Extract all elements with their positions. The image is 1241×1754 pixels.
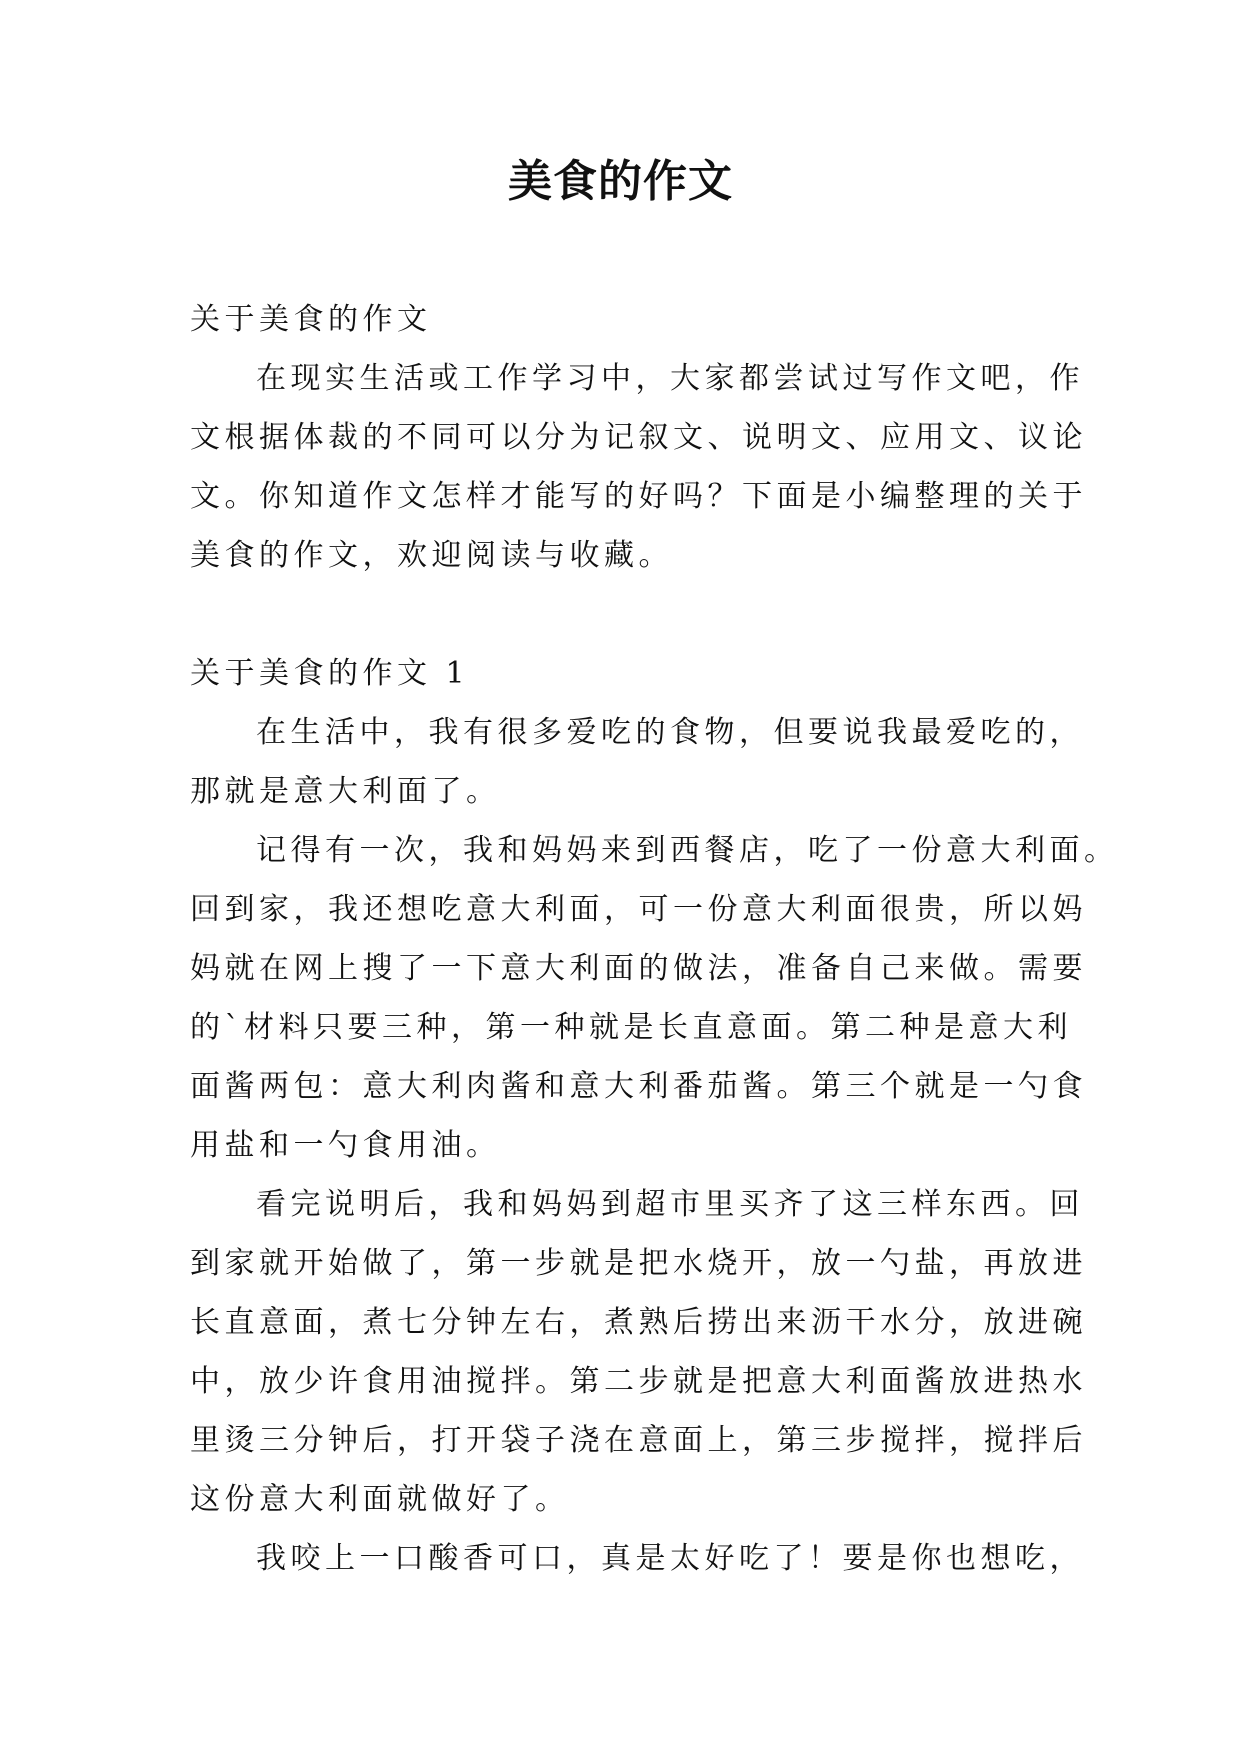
paragraph-3 (190, 1175, 1087, 1529)
document-body (190, 290, 1119, 1588)
intro-paragraph (190, 349, 1087, 585)
paragraph-line: 在生活中，我有很多爱吃的食物，但要说我最爱吃的， (256, 715, 1084, 750)
paragraph-line: 这份意大利面就做好了。 (190, 1482, 570, 1517)
paragraph-line: 面酱两包：意大利肉酱和意大利番茄酱。第三个就是一勺食 (190, 1069, 1087, 1104)
paragraph-line: 里烫三分钟后，打开袋子浇在意面上，第三步搅拌，搅拌后 (190, 1423, 1087, 1458)
paragraph-line: 我咬上一口酸香可口，真是太好吃了！要是你也想吃， (256, 1541, 1084, 1576)
intro-line: 文根据体裁的不同可以分为记叙文、说明文、应用文、议论 (190, 420, 1087, 455)
page-title: 美食的作文 (508, 156, 733, 207)
paragraph-4 (190, 1529, 1084, 1588)
paragraph-line: 妈就在网上搜了一下意大利面的做法，准备自己来做。需要 (190, 951, 1087, 986)
paragraph-line: 用盐和一勺食用油。 (190, 1128, 501, 1163)
intro-line: 美食的作文，欢迎阅读与收藏。 (190, 538, 673, 573)
intro-line: 文。你知道作文怎样才能写的好吗？下面是小编整理的关于 (190, 479, 1087, 514)
paragraph-line: 记得有一次，我和妈妈来到西餐店，吃了一份意大利面。 (256, 833, 1119, 868)
paragraph-line: 的`材料只要三种，第一种就是长直意面。第二种是意大利 (190, 1010, 1072, 1045)
paragraph-line: 长直意面，煮七分钟左右，煮熟后捞出来沥干水分，放进碗 (190, 1305, 1087, 1340)
paragraph-2 (190, 821, 1119, 1175)
paragraph-line: 那就是意大利面了。 (190, 774, 501, 809)
paragraph-line: 看完说明后，我和妈妈到超市里买齐了这三样东西。回 (256, 1187, 1084, 1222)
section-heading: 关于美食的作文 1 (190, 656, 470, 691)
paragraph-gap (190, 585, 1058, 644)
paragraph-line: 到家就开始做了，第一步就是把水烧开，放一勺盐，再放进 (190, 1246, 1087, 1281)
intro-line: 在现实生活或工作学习中，大家都尝试过写作文吧，作 (256, 361, 1084, 396)
paragraph-line: 回到家，我还想吃意大利面，可一份意大利面很贵，所以妈 (190, 892, 1087, 927)
paragraph-line: 中，放少许食用油搅拌。第二步就是把意大利面酱放进热水 (190, 1364, 1087, 1399)
essay-subtitle: 关于美食的作文 (190, 302, 432, 337)
paragraph-1 (190, 703, 1084, 821)
